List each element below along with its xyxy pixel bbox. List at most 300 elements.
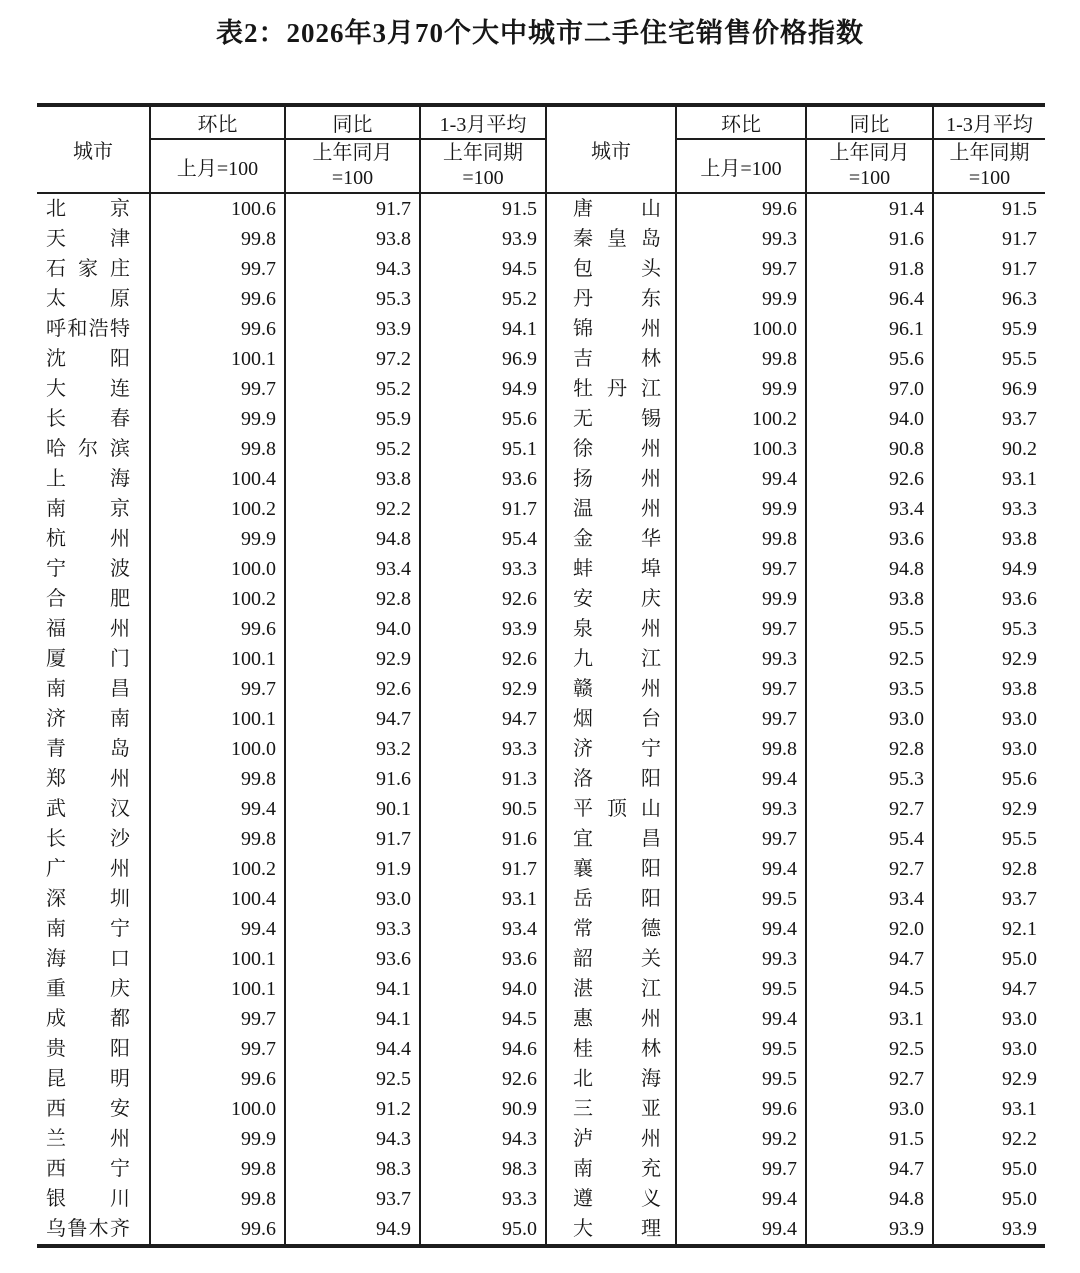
city-name-cell bbox=[546, 824, 676, 854]
city-name: 岳阳 bbox=[573, 888, 661, 910]
avg-value-cell: 91.7 bbox=[420, 494, 546, 524]
mom-value-cell: 99.9 bbox=[676, 284, 806, 314]
avg-value-cell: 95.3 bbox=[1002, 618, 1037, 640]
city-name-cell bbox=[546, 944, 676, 974]
city-name-cell bbox=[546, 1004, 676, 1034]
avg-value-cell: 92.9 bbox=[420, 674, 546, 704]
city-name: 厦门 bbox=[46, 648, 130, 670]
table-row bbox=[37, 374, 1045, 404]
avg-value-cell: 90.5 bbox=[420, 794, 546, 824]
city-name: 深圳 bbox=[46, 888, 130, 910]
city-name-cell bbox=[546, 1034, 676, 1064]
avg-value-cell: 92.9 bbox=[1002, 648, 1037, 670]
avg-value-cell: 93.9 bbox=[1002, 1218, 1037, 1240]
avg-value-cell: 95.9 bbox=[1002, 318, 1037, 340]
city-name: 贵阳 bbox=[46, 1038, 130, 1060]
mom-value-cell: 99.6 bbox=[150, 1064, 285, 1094]
yoy-value-cell: 91.6 bbox=[285, 764, 420, 794]
city-name-cell bbox=[37, 1124, 150, 1154]
city-name-cell bbox=[37, 674, 150, 704]
mom-value-cell: 99.8 bbox=[150, 824, 285, 854]
yoy-value-cell: 95.3 bbox=[285, 284, 420, 314]
city-name: 锦州 bbox=[573, 318, 661, 340]
mom-column-header-right: 环比 bbox=[676, 105, 806, 139]
mom-value-cell: 99.8 bbox=[676, 344, 806, 374]
avg-value-cell: 91.3 bbox=[420, 764, 546, 794]
table-row bbox=[37, 434, 1045, 464]
avg-value-cell: 93.7 bbox=[1002, 408, 1037, 430]
city-name-cell bbox=[546, 854, 676, 884]
yoy-value-cell: 93.4 bbox=[806, 884, 933, 914]
city-name-cell bbox=[37, 974, 150, 1004]
avg-value-cell: 93.8 bbox=[1002, 678, 1037, 700]
mom-value-cell: 99.4 bbox=[676, 914, 806, 944]
mom-value-cell: 99.7 bbox=[150, 674, 285, 704]
city-name: 上海 bbox=[46, 468, 130, 490]
city-name-cell bbox=[546, 974, 676, 1004]
table-row bbox=[37, 344, 1045, 374]
avg-value-cell: 93.3 bbox=[420, 554, 546, 584]
mom-value-cell: 99.4 bbox=[150, 794, 285, 824]
city-name: 秦皇岛 bbox=[573, 228, 661, 250]
table-row bbox=[37, 284, 1045, 314]
city-name: 襄阳 bbox=[573, 858, 661, 880]
header-row-bases bbox=[37, 139, 1045, 193]
mom-value-cell: 100.4 bbox=[150, 884, 285, 914]
city-name: 北海 bbox=[573, 1068, 661, 1090]
avg-value-cell: 94.7 bbox=[1002, 978, 1037, 1000]
city-name: 包头 bbox=[573, 258, 661, 280]
city-name-cell bbox=[546, 734, 676, 764]
yoy-base-header-right: 上年同月 =100 bbox=[806, 139, 933, 193]
avg-value-cell: 92.8 bbox=[1002, 858, 1037, 880]
city-name: 乌鲁木齐 bbox=[46, 1218, 130, 1240]
city-name-cell bbox=[37, 704, 150, 734]
avg-value-cell: 93.3 bbox=[1002, 498, 1037, 520]
avg-value-cell: 96.3 bbox=[1002, 288, 1037, 310]
city-name-cell bbox=[546, 1184, 676, 1214]
yoy-value-cell: 95.3 bbox=[806, 764, 933, 794]
avg-value-cell: 93.1 bbox=[1002, 1098, 1037, 1120]
yoy-value-cell: 94.8 bbox=[806, 554, 933, 584]
yoy-value-cell: 96.4 bbox=[806, 284, 933, 314]
city-name: 牡丹江 bbox=[573, 378, 661, 400]
avg-value-cell: 93.8 bbox=[1002, 528, 1037, 550]
table-row bbox=[37, 1154, 1045, 1184]
city-name: 泉州 bbox=[573, 618, 661, 640]
city-name-cell bbox=[37, 344, 150, 374]
mom-value-cell: 99.8 bbox=[150, 1184, 285, 1214]
city-name-cell bbox=[546, 1214, 676, 1246]
city-name: 沈阳 bbox=[46, 348, 130, 370]
city-name: 武汉 bbox=[46, 798, 130, 820]
city-name: 徐州 bbox=[573, 438, 661, 460]
mom-value-cell: 99.6 bbox=[150, 284, 285, 314]
city-name: 西宁 bbox=[46, 1158, 130, 1180]
city-name-cell bbox=[546, 344, 676, 374]
mom-value-cell: 100.2 bbox=[150, 494, 285, 524]
mom-value-cell: 99.7 bbox=[676, 1154, 806, 1184]
mom-value-cell: 100.1 bbox=[150, 944, 285, 974]
yoy-value-cell: 96.1 bbox=[806, 314, 933, 344]
mom-base-header-right: 上月=100 bbox=[676, 139, 806, 193]
mom-value-cell: 99.9 bbox=[676, 584, 806, 614]
city-name-cell bbox=[546, 404, 676, 434]
table-row bbox=[37, 1214, 1045, 1246]
mom-value-cell: 99.7 bbox=[676, 824, 806, 854]
city-name: 宜昌 bbox=[573, 828, 661, 850]
city-name: 西安 bbox=[46, 1098, 130, 1120]
mom-value-cell: 99.5 bbox=[676, 1034, 806, 1064]
yoy-value-cell: 93.6 bbox=[806, 524, 933, 554]
yoy-value-cell: 91.4 bbox=[806, 193, 933, 224]
city-name: 惠州 bbox=[573, 1008, 661, 1030]
yoy-column-header-right: 同比 bbox=[806, 105, 933, 139]
avg-value-cell: 94.0 bbox=[420, 974, 546, 1004]
mom-value-cell: 99.7 bbox=[150, 374, 285, 404]
avg-value-cell: 95.0 bbox=[1002, 948, 1037, 970]
city-name: 海口 bbox=[46, 948, 130, 970]
city-name: 济宁 bbox=[573, 738, 661, 760]
table-row bbox=[37, 854, 1045, 884]
city-name: 昆明 bbox=[46, 1068, 130, 1090]
table-row bbox=[37, 944, 1045, 974]
header-row-labels bbox=[37, 105, 1045, 139]
city-name-cell bbox=[37, 1034, 150, 1064]
table-row bbox=[37, 1124, 1045, 1154]
mom-value-cell: 100.1 bbox=[150, 704, 285, 734]
city-name: 太原 bbox=[46, 288, 130, 310]
yoy-value-cell: 93.2 bbox=[285, 734, 420, 764]
city-name-cell bbox=[37, 764, 150, 794]
table-row bbox=[37, 254, 1045, 284]
mom-base-header-left: 上月=100 bbox=[150, 139, 285, 193]
city-name-cell bbox=[37, 193, 150, 224]
mom-value-cell: 99.7 bbox=[150, 1034, 285, 1064]
table-row bbox=[37, 614, 1045, 644]
table-row bbox=[37, 224, 1045, 254]
mom-value-cell: 99.8 bbox=[150, 434, 285, 464]
mom-value-cell: 99.7 bbox=[150, 254, 285, 284]
table-row bbox=[37, 584, 1045, 614]
city-name: 大连 bbox=[46, 378, 130, 400]
avg-value-cell: 94.9 bbox=[1002, 558, 1037, 580]
mom-value-cell: 99.9 bbox=[676, 494, 806, 524]
city-name-cell bbox=[546, 1064, 676, 1094]
yoy-value-cell: 91.5 bbox=[806, 1124, 933, 1154]
mom-value-cell: 99.9 bbox=[150, 404, 285, 434]
mom-value-cell: 100.0 bbox=[150, 1094, 285, 1124]
mom-value-cell: 99.9 bbox=[150, 1124, 285, 1154]
city-name-cell bbox=[37, 644, 150, 674]
city-name-cell bbox=[37, 1184, 150, 1214]
city-name: 吉林 bbox=[573, 348, 661, 370]
table-row bbox=[37, 674, 1045, 704]
yoy-value-cell: 95.2 bbox=[285, 434, 420, 464]
city-name-cell bbox=[546, 1154, 676, 1184]
yoy-value-cell: 92.7 bbox=[806, 794, 933, 824]
avg-value-cell: 95.0 bbox=[420, 1214, 546, 1246]
mom-value-cell: 99.8 bbox=[676, 734, 806, 764]
city-name: 济南 bbox=[46, 708, 130, 730]
avg-value-cell: 91.5 bbox=[1002, 198, 1037, 220]
yoy-value-cell: 92.5 bbox=[285, 1064, 420, 1094]
city-name: 安庆 bbox=[573, 588, 661, 610]
avg-value-cell: 95.0 bbox=[1002, 1188, 1037, 1210]
mom-value-cell: 100.2 bbox=[150, 584, 285, 614]
table-row bbox=[37, 314, 1045, 344]
mom-value-cell: 99.4 bbox=[676, 854, 806, 884]
yoy-value-cell: 92.8 bbox=[806, 734, 933, 764]
city-name: 南京 bbox=[46, 498, 130, 520]
mom-value-cell: 99.3 bbox=[676, 644, 806, 674]
mom-value-cell: 99.5 bbox=[676, 1064, 806, 1094]
city-name: 赣州 bbox=[573, 678, 661, 700]
mom-value-cell: 99.4 bbox=[676, 764, 806, 794]
avg-value-cell: 95.5 bbox=[1002, 828, 1037, 850]
avg-value-cell: 98.3 bbox=[420, 1154, 546, 1184]
city-name-cell bbox=[37, 944, 150, 974]
mom-value-cell: 99.8 bbox=[676, 524, 806, 554]
yoy-value-cell: 94.5 bbox=[806, 974, 933, 1004]
city-column-header-left: 城市 bbox=[37, 105, 150, 193]
city-name-cell bbox=[546, 464, 676, 494]
avg-value-cell: 95.4 bbox=[420, 524, 546, 554]
city-name: 宁波 bbox=[46, 558, 130, 580]
city-name-cell bbox=[37, 524, 150, 554]
avg-value-cell: 90.9 bbox=[420, 1094, 546, 1124]
city-name: 长沙 bbox=[46, 828, 130, 850]
mom-value-cell: 99.9 bbox=[676, 374, 806, 404]
mom-value-cell: 99.4 bbox=[150, 914, 285, 944]
yoy-value-cell: 93.0 bbox=[285, 884, 420, 914]
city-name: 哈尔滨 bbox=[46, 438, 130, 460]
city-name-cell bbox=[37, 584, 150, 614]
city-name-cell bbox=[546, 374, 676, 404]
city-name: 扬州 bbox=[573, 468, 661, 490]
avg-column-header-left: 1-3月平均 bbox=[420, 105, 546, 139]
city-name-cell bbox=[546, 614, 676, 644]
city-name-cell bbox=[37, 494, 150, 524]
avg-value-cell: 91.7 bbox=[1002, 258, 1037, 280]
city-name-cell bbox=[546, 314, 676, 344]
yoy-value-cell: 93.8 bbox=[285, 464, 420, 494]
city-name: 石家庄 bbox=[46, 258, 130, 280]
table-row bbox=[37, 1004, 1045, 1034]
yoy-value-cell: 95.6 bbox=[806, 344, 933, 374]
avg-value-cell: 96.9 bbox=[420, 344, 546, 374]
avg-value-cell: 92.9 bbox=[1002, 1068, 1037, 1090]
avg-value-cell: 93.3 bbox=[420, 734, 546, 764]
avg-value-cell: 92.6 bbox=[420, 644, 546, 674]
mom-value-cell: 99.8 bbox=[150, 1154, 285, 1184]
city-name-cell bbox=[37, 254, 150, 284]
yoy-value-cell: 94.8 bbox=[285, 524, 420, 554]
mom-value-cell: 100.1 bbox=[150, 644, 285, 674]
city-name-cell bbox=[37, 434, 150, 464]
yoy-value-cell: 94.7 bbox=[806, 944, 933, 974]
yoy-value-cell: 94.1 bbox=[285, 1004, 420, 1034]
city-name: 韶关 bbox=[573, 948, 661, 970]
city-name: 成都 bbox=[46, 1008, 130, 1030]
mom-value-cell: 99.2 bbox=[676, 1124, 806, 1154]
avg-value-cell: 93.0 bbox=[1002, 738, 1037, 760]
city-name: 重庆 bbox=[46, 978, 130, 1000]
avg-value-cell: 94.7 bbox=[420, 704, 546, 734]
table-row bbox=[37, 464, 1045, 494]
city-name-cell bbox=[546, 914, 676, 944]
city-name: 平顶山 bbox=[573, 798, 661, 820]
city-name: 长春 bbox=[46, 408, 130, 430]
table-row bbox=[37, 554, 1045, 584]
city-name: 温州 bbox=[573, 498, 661, 520]
avg-base-header-right: 上年同期 =100 bbox=[933, 139, 1045, 193]
mom-value-cell: 99.7 bbox=[150, 1004, 285, 1034]
avg-value-cell: 93.6 bbox=[420, 944, 546, 974]
yoy-value-cell: 94.3 bbox=[285, 1124, 420, 1154]
city-name: 青岛 bbox=[46, 738, 130, 760]
yoy-value-cell: 95.2 bbox=[285, 374, 420, 404]
city-name-cell bbox=[37, 614, 150, 644]
yoy-value-cell: 92.6 bbox=[806, 464, 933, 494]
city-name-cell bbox=[37, 854, 150, 884]
city-name: 金华 bbox=[573, 528, 661, 550]
yoy-value-cell: 93.4 bbox=[285, 554, 420, 584]
avg-value-cell: 91.7 bbox=[1002, 228, 1037, 250]
price-index-table bbox=[37, 103, 1045, 1248]
yoy-value-cell: 93.7 bbox=[285, 1184, 420, 1214]
yoy-value-cell: 92.5 bbox=[806, 644, 933, 674]
yoy-value-cell: 93.3 bbox=[285, 914, 420, 944]
city-name-cell bbox=[546, 1094, 676, 1124]
avg-base-header-left: 上年同期 =100 bbox=[420, 139, 546, 193]
avg-value-cell: 93.6 bbox=[1002, 588, 1037, 610]
yoy-value-cell: 93.1 bbox=[806, 1004, 933, 1034]
city-name-cell bbox=[546, 584, 676, 614]
mom-value-cell: 99.7 bbox=[676, 674, 806, 704]
city-name-cell bbox=[37, 374, 150, 404]
avg-value-cell: 94.9 bbox=[420, 374, 546, 404]
city-name-cell bbox=[37, 824, 150, 854]
table-row bbox=[37, 734, 1045, 764]
yoy-value-cell: 90.1 bbox=[285, 794, 420, 824]
city-name: 杭州 bbox=[46, 528, 130, 550]
yoy-value-cell: 91.8 bbox=[806, 254, 933, 284]
avg-value-cell: 93.7 bbox=[1002, 888, 1037, 910]
city-name-cell bbox=[546, 524, 676, 554]
yoy-value-cell: 92.8 bbox=[285, 584, 420, 614]
mom-value-cell: 100.1 bbox=[150, 344, 285, 374]
mom-value-cell: 100.6 bbox=[150, 193, 285, 224]
avg-value-cell: 94.5 bbox=[420, 254, 546, 284]
city-name-cell bbox=[546, 494, 676, 524]
city-name-cell bbox=[546, 434, 676, 464]
city-name: 桂林 bbox=[573, 1038, 661, 1060]
table-row bbox=[37, 764, 1045, 794]
yoy-value-cell: 92.6 bbox=[285, 674, 420, 704]
city-name: 呼和浩特 bbox=[46, 318, 130, 340]
yoy-value-cell: 94.0 bbox=[806, 404, 933, 434]
city-name-cell bbox=[546, 254, 676, 284]
city-name-cell bbox=[37, 1064, 150, 1094]
mom-value-cell: 99.4 bbox=[676, 1004, 806, 1034]
page-title: 表2：2026年3月70个大中城市二手住宅销售价格指数 bbox=[216, 18, 864, 48]
city-name-cell bbox=[37, 914, 150, 944]
mom-value-cell: 100.4 bbox=[150, 464, 285, 494]
yoy-value-cell: 95.5 bbox=[806, 614, 933, 644]
city-name: 南充 bbox=[573, 1158, 661, 1180]
avg-value-cell: 93.9 bbox=[420, 614, 546, 644]
table-row bbox=[37, 884, 1045, 914]
avg-value-cell: 90.2 bbox=[1002, 438, 1037, 460]
table-row bbox=[37, 524, 1045, 554]
mom-value-cell: 99.3 bbox=[676, 944, 806, 974]
avg-value-cell: 95.5 bbox=[1002, 348, 1037, 370]
yoy-value-cell: 93.0 bbox=[806, 1094, 933, 1124]
table-header bbox=[37, 105, 1045, 193]
yoy-value-cell: 91.2 bbox=[285, 1094, 420, 1124]
yoy-value-cell: 93.8 bbox=[285, 224, 420, 254]
city-name: 兰州 bbox=[46, 1128, 130, 1150]
yoy-column-header-left: 同比 bbox=[285, 105, 420, 139]
city-name: 丹东 bbox=[573, 288, 661, 310]
avg-value-cell: 92.1 bbox=[1002, 918, 1037, 940]
city-name-cell bbox=[546, 794, 676, 824]
mom-value-cell: 99.7 bbox=[676, 614, 806, 644]
mom-value-cell: 99.7 bbox=[676, 704, 806, 734]
avg-value-cell: 93.1 bbox=[1002, 468, 1037, 490]
city-name-cell bbox=[37, 224, 150, 254]
city-name-cell bbox=[37, 284, 150, 314]
city-name-cell bbox=[546, 224, 676, 254]
city-name-cell bbox=[37, 794, 150, 824]
mom-value-cell: 100.1 bbox=[150, 974, 285, 1004]
yoy-value-cell: 95.9 bbox=[285, 404, 420, 434]
table-row bbox=[37, 644, 1045, 674]
mom-value-cell: 100.0 bbox=[150, 554, 285, 584]
mom-value-cell: 99.8 bbox=[150, 224, 285, 254]
city-name-cell bbox=[37, 1094, 150, 1124]
city-name-cell bbox=[37, 1214, 150, 1246]
avg-value-cell: 91.6 bbox=[420, 824, 546, 854]
city-name: 福州 bbox=[46, 618, 130, 640]
table-row bbox=[37, 914, 1045, 944]
mom-value-cell: 100.3 bbox=[676, 434, 806, 464]
avg-value-cell: 93.6 bbox=[420, 464, 546, 494]
city-name-cell bbox=[546, 644, 676, 674]
city-name: 烟台 bbox=[573, 708, 661, 730]
yoy-value-cell: 92.7 bbox=[806, 1064, 933, 1094]
city-name: 湛江 bbox=[573, 978, 661, 1000]
yoy-value-cell: 91.7 bbox=[285, 193, 420, 224]
avg-value-cell: 94.1 bbox=[420, 314, 546, 344]
city-name: 泸州 bbox=[573, 1128, 661, 1150]
city-name-cell bbox=[37, 464, 150, 494]
yoy-value-cell: 93.9 bbox=[806, 1214, 933, 1246]
city-name: 常德 bbox=[573, 918, 661, 940]
city-name-cell bbox=[546, 884, 676, 914]
city-name-cell bbox=[546, 1124, 676, 1154]
table-row bbox=[37, 404, 1045, 434]
avg-value-cell: 91.5 bbox=[420, 193, 546, 224]
city-name: 唐山 bbox=[573, 198, 661, 220]
mom-value-cell: 99.6 bbox=[676, 193, 806, 224]
yoy-value-cell: 93.8 bbox=[806, 584, 933, 614]
yoy-value-cell: 93.6 bbox=[285, 944, 420, 974]
city-name: 南宁 bbox=[46, 918, 130, 940]
yoy-value-cell: 97.0 bbox=[806, 374, 933, 404]
table-row bbox=[37, 1184, 1045, 1214]
